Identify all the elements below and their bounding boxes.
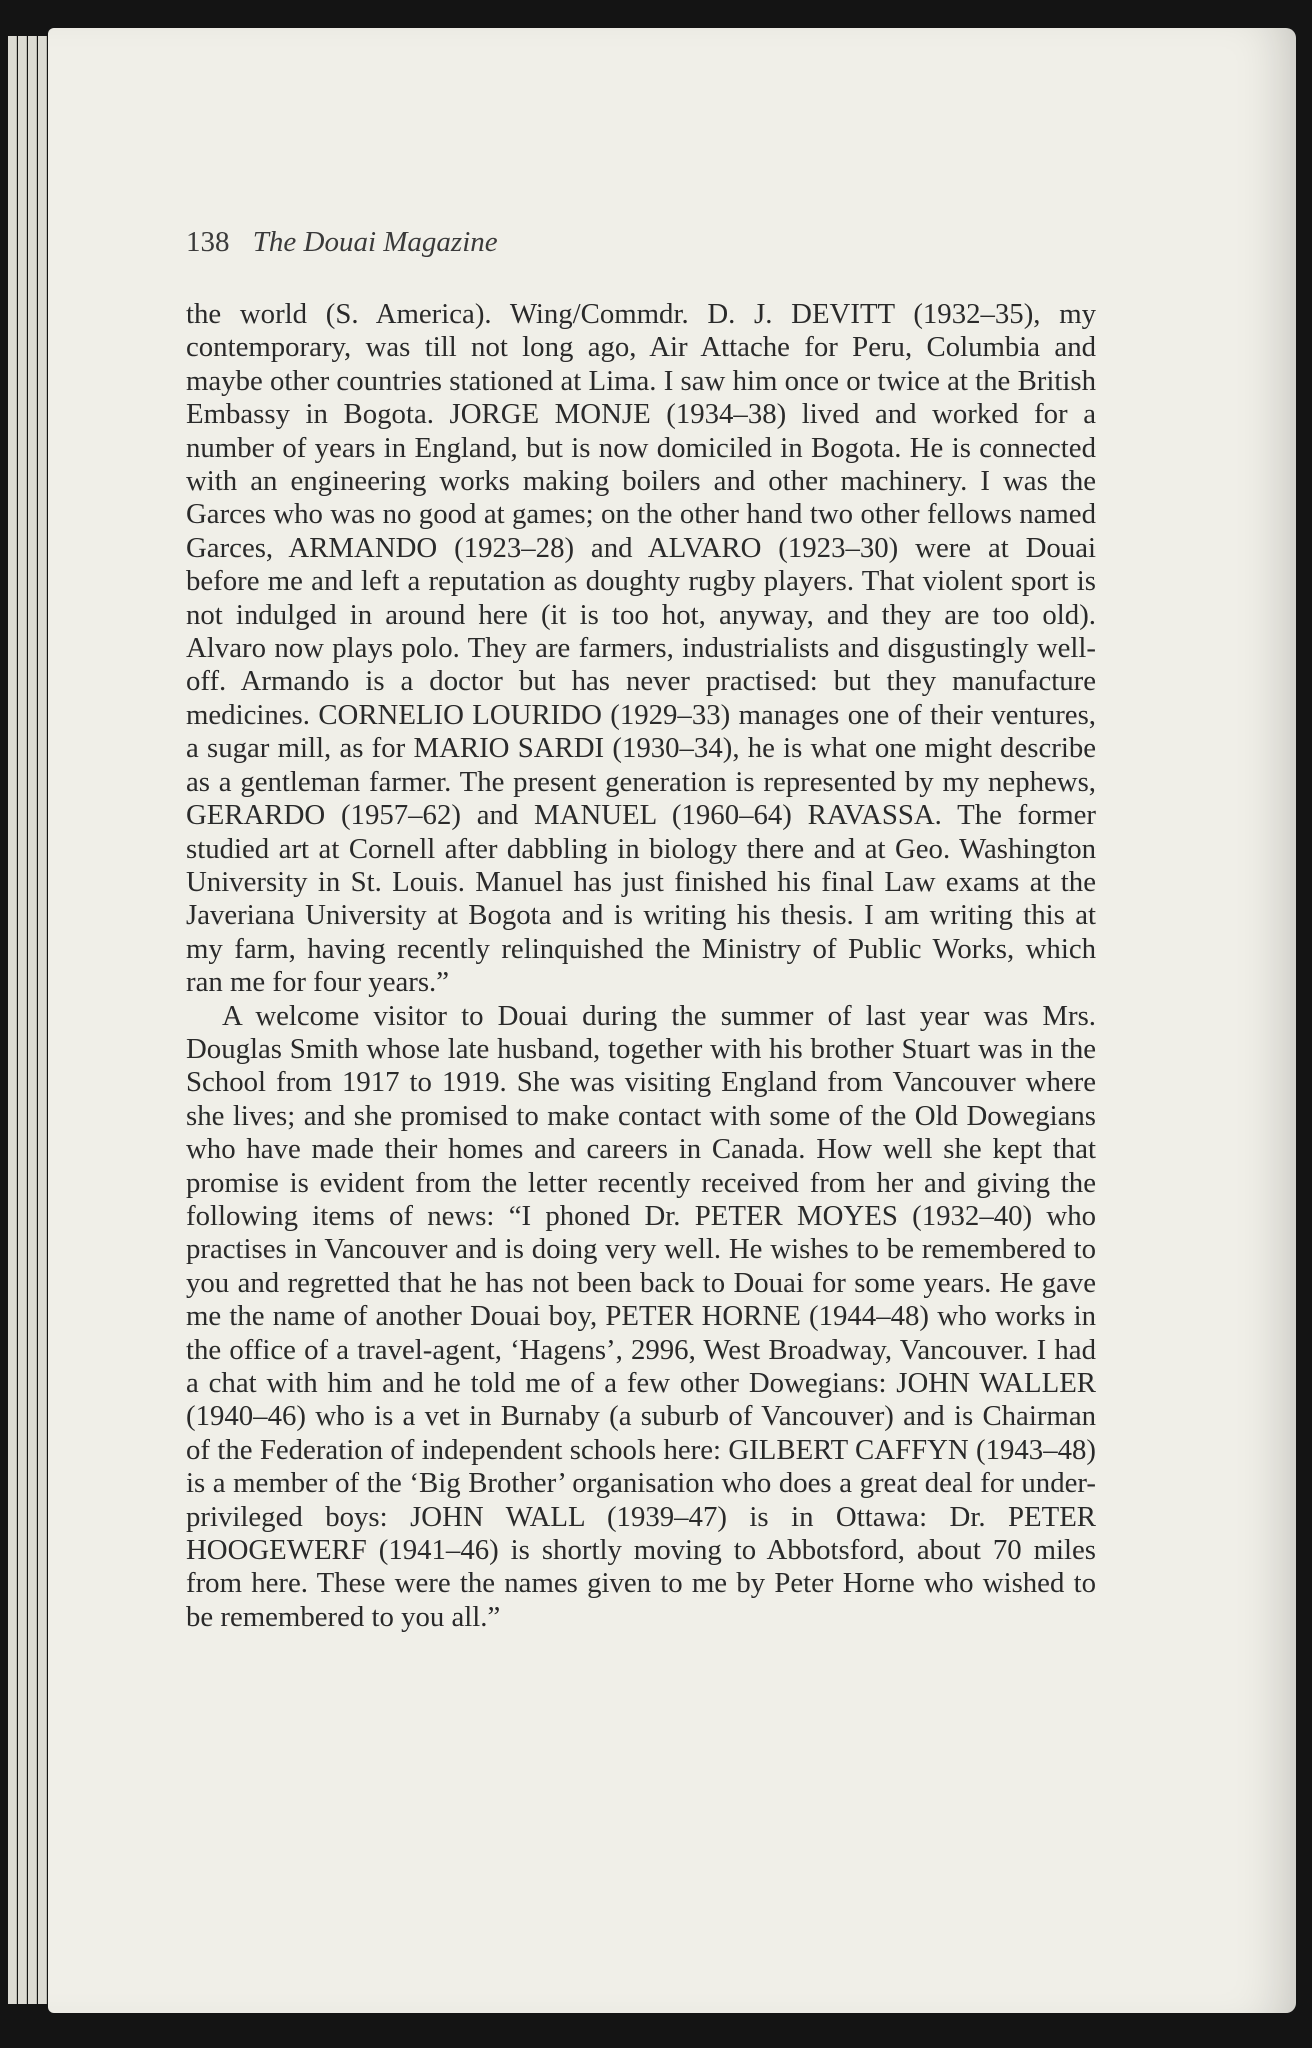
article-body xyxy=(186,298,1096,1634)
page-edge xyxy=(28,36,37,2004)
paragraph: A welcome visitor to Douai during the summer of last year was Mrs. Douglas Smith whose late husband, together with his brother Stuart was in the School from 1917 to 1919. She was visiting England from Vancouver where she lives; and she promised to make contact with some of the Old Dowegians who have made their homes and careers in Canada. How well she kept that promise is evident from the letter recently received from her and giving the following items of news: “I phoned Dr. PETER MOYES (1932–40) who practises in Vancouver and is doing very well. He wishes to be remembered to you and regretted that he has not been back to Douai for some years. He gave me the name of another Douai boy, PETER HORNE (1944–48) who works in the office of a travel-agent, ‘Hagens’, 2996, West Broadway, Vancouver. I had a chat with him and he told me of a few other Dowegians: JOHN WALLER (1940–46) who is a vet in Burnaby (a suburb of Vancouver) and is Chairman of the Federation of independent schools here: GILBERT CAFFYN (1943–48) is a member of the ‘Big Brother’ organisation who does a great deal for under-privileged boys: JOHN WALL (1939–47) is in Ottawa: Dr. PETER HOOGEWERF (1941–46) is shortly moving to Abbotsford, about 70 miles from here. These were the names given to me by Peter Horne who wished to be remembered to you all.” xyxy=(186,999,1096,1633)
page-number: 138 xyxy=(186,226,230,258)
paragraph: the world (S. America). Wing/Commdr. D. J. DEVITT (1932–35), my contemporary, was till not long ago, Air Attache for Peru, Columbia and maybe other countries stationed at Lima. I saw him once or twice at the British Embassy in Bogota. JORGE MONJE (1934–38) lived and worked for a number of years in England, but is now domiciled in Bogota. He is connected with an engineering works making boilers and other machinery. I was the Garces who was no good at games; on the other hand two other fellows named Garces, ARMANDO (1923–28) and ALVARO (1923–30) were at Douai before me and left a reputation as doughty rugby players. That violent sport is not indulged in around here (it is too hot, anyway, and they are too old). Alvaro now plays polo. They are farmers, industrialists and disgustingly well-off. Armando is a doctor but has never practised: but they manufacture medicines. CORNELIO LOURIDO (1929–33) manages one of their ventures, a sugar mill, as for MARIO SARDI (1930–34), he is what one might describe as a gentleman farmer. The present generation is represented by my nephews, GERARDO (1957–62) and MANUEL (1960–64) RAVASSA. The former studied art at Cornell after dabbling in biology there and at Geo. Washington University in St. Louis. Manuel has just finished his final Law exams at the Javeriana University at Bogota and is writing his thesis. I am writing this at my farm, having recently relinquished the Ministry of Public Works, which ran me for four years.” xyxy=(186,298,1096,999)
page-edge xyxy=(38,36,47,2004)
page-edge xyxy=(8,36,17,2004)
running-head xyxy=(186,226,498,259)
page-edge xyxy=(18,36,27,2004)
magazine-title: The Douai Magazine xyxy=(252,226,498,258)
